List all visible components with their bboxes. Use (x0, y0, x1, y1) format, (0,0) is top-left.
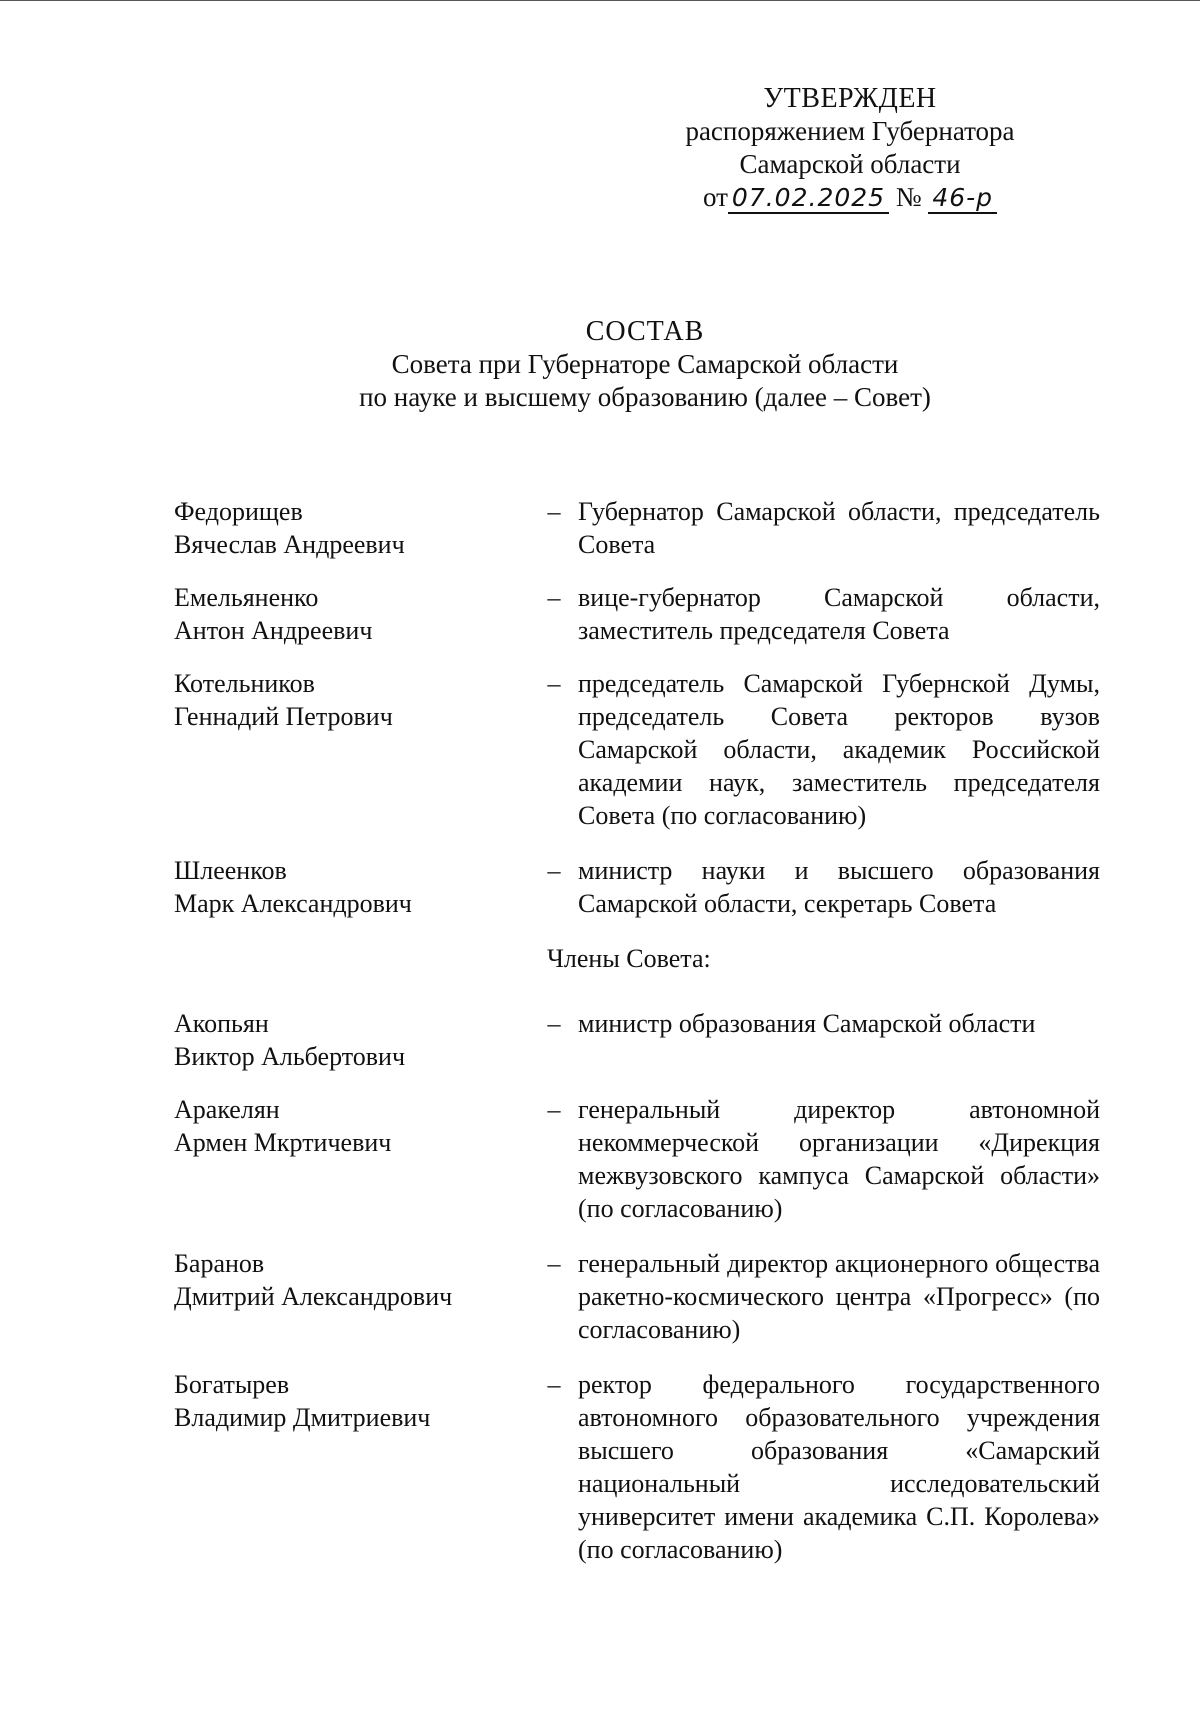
document-title: СОСТАВ (585, 316, 705, 347)
document-title-block (250, 315, 1040, 414)
member-role: вице-губернатор Самарской области, заместитель председателя Совета (578, 583, 1100, 645)
member-surname: Емельяненко (174, 583, 319, 612)
council-composition-list (174, 495, 1104, 1566)
dash-separator: – (547, 497, 561, 526)
dash-separator: – (547, 669, 561, 698)
approval-line-1: распоряжением Губернатора (685, 116, 1015, 146)
handwritten-number: 46-р (928, 183, 997, 214)
document-subtitle-line-2: по науке и высшему образованию (далее – Совет) (359, 382, 931, 412)
member-role: генеральный директор акционерного общества ракетно-космического центра «Прогресс» (по согласованию) (578, 1249, 1100, 1344)
member-given-name: Вячеслав Андреевич (174, 530, 405, 559)
member-name (174, 1093, 530, 1225)
member-given-name: Владимир Дмитриевич (174, 1403, 431, 1432)
member-row (174, 1368, 1104, 1566)
member-role: министр образования Самарской области (578, 1009, 1036, 1038)
member-name (174, 1007, 530, 1073)
member-row (174, 1007, 1104, 1073)
number-prefix: № (895, 182, 922, 212)
members-section-label: Члены Совета: (547, 944, 711, 973)
dash-separator: – (547, 1249, 561, 1278)
member-given-name: Армен Мкртичевич (174, 1128, 392, 1157)
member-role: председатель Самарской Губернской Думы, председатель Совета ректоров вузов Самарской области, академик Российской академии наук, заместитель председателя Совета (по согласованию) (578, 669, 1100, 830)
member-name (174, 581, 530, 647)
member-surname: Аракелян (174, 1095, 280, 1124)
member-given-name: Дмитрий Александрович (174, 1282, 453, 1311)
approval-line-2: Самарской области (739, 149, 961, 179)
member-role: генеральный директор автономной некоммерческой организации «Дирекция межвузовского кампуса Самарской области» (по согласованию) (578, 1095, 1100, 1223)
member-surname: Котельников (174, 669, 315, 698)
member-name (174, 1247, 530, 1346)
date-prefix: от (702, 182, 728, 212)
member-surname: Богатырев (174, 1370, 290, 1399)
member-role: министр науки и высшего образования Самарской области, секретарь Совета (578, 856, 1100, 918)
member-given-name: Геннадий Петрович (174, 702, 393, 731)
member-surname: Федорищев (174, 497, 303, 526)
member-surname: Баранов (174, 1249, 265, 1278)
dash-separator: – (547, 1009, 561, 1038)
member-row (174, 495, 1104, 561)
dash-separator: – (547, 1095, 561, 1124)
approval-date-line (620, 181, 1080, 214)
member-row (174, 1093, 1104, 1225)
dash-separator: – (547, 856, 561, 885)
member-surname: Шлеенков (174, 856, 287, 885)
member-name (174, 1368, 530, 1566)
member-given-name: Марк Александрович (174, 889, 412, 918)
member-role: ректор федерального государственного автономного образовательного учреждения высшего образования «Самарский национальный исследовательский университет имени академика С.П. Королева» (по согласованию) (578, 1370, 1100, 1564)
dash-separator: – (547, 1370, 561, 1399)
member-row (174, 1247, 1104, 1346)
member-given-name: Антон Андреевич (174, 616, 373, 645)
member-row (174, 667, 1104, 832)
member-role: Губернатор Самарской области, председатель Совета (578, 497, 1100, 559)
document-subtitle-line-1: Совета при Губернаторе Самарской области (391, 349, 899, 379)
member-name (174, 495, 530, 561)
member-surname: Акопьян (174, 1009, 269, 1038)
member-given-name: Виктор Альбертович (174, 1042, 406, 1071)
dash-separator: – (547, 583, 561, 612)
approval-stamp-block (620, 82, 1080, 214)
member-row (174, 581, 1104, 647)
member-name (174, 854, 530, 920)
handwritten-date: 07.02.2025 (728, 183, 889, 214)
member-row (174, 854, 1104, 920)
scan-edge-line (0, 0, 1200, 4)
approval-heading: УТВЕРЖДЕН (763, 83, 937, 114)
member-name (174, 667, 530, 832)
